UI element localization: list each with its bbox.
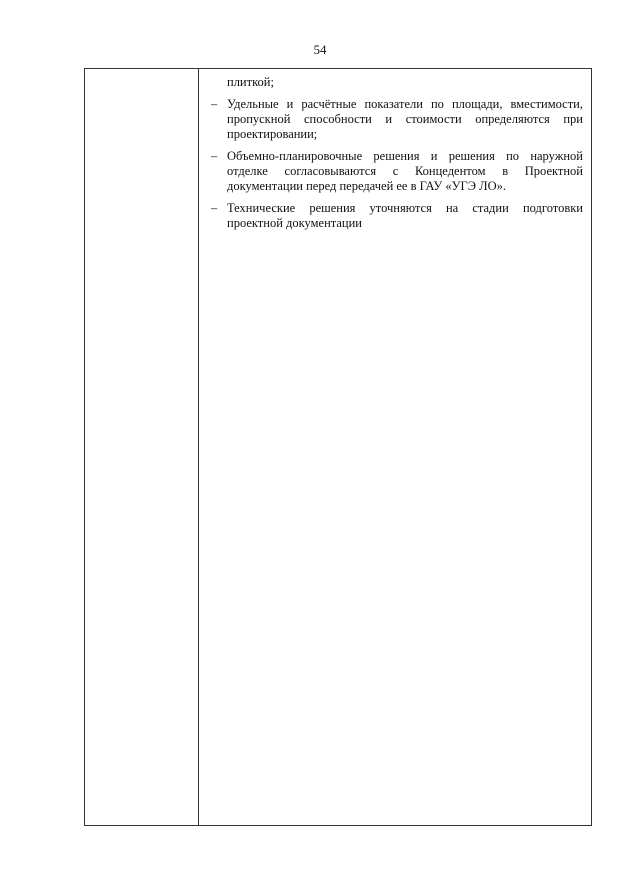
list-item-text: Удельные и расчётные показатели по площади, вместимости, пропускной способности и стоимости определяются при проектировании;	[227, 97, 583, 141]
list-item-text: Технические решения уточняются на стадии подготовки проектной документации	[227, 201, 583, 230]
list-item-text: Объемно-планировочные решения и решения по наружной отделке согласовываются с Концедентом в Проектной документации перед передачей ее в ГАУ «УГЭ ЛО».	[227, 149, 583, 193]
list-item	[211, 201, 583, 231]
table-left-column	[85, 69, 199, 825]
document-table	[84, 68, 592, 826]
page-number: 54	[313, 42, 327, 57]
dash-bullet: –	[211, 201, 218, 215]
list-item	[211, 97, 583, 142]
continuation-text: плиткой;	[227, 75, 274, 89]
dash-bullet: –	[211, 149, 218, 163]
dash-bullet: –	[211, 97, 218, 111]
list-item	[211, 149, 583, 194]
table-right-column	[199, 69, 591, 825]
